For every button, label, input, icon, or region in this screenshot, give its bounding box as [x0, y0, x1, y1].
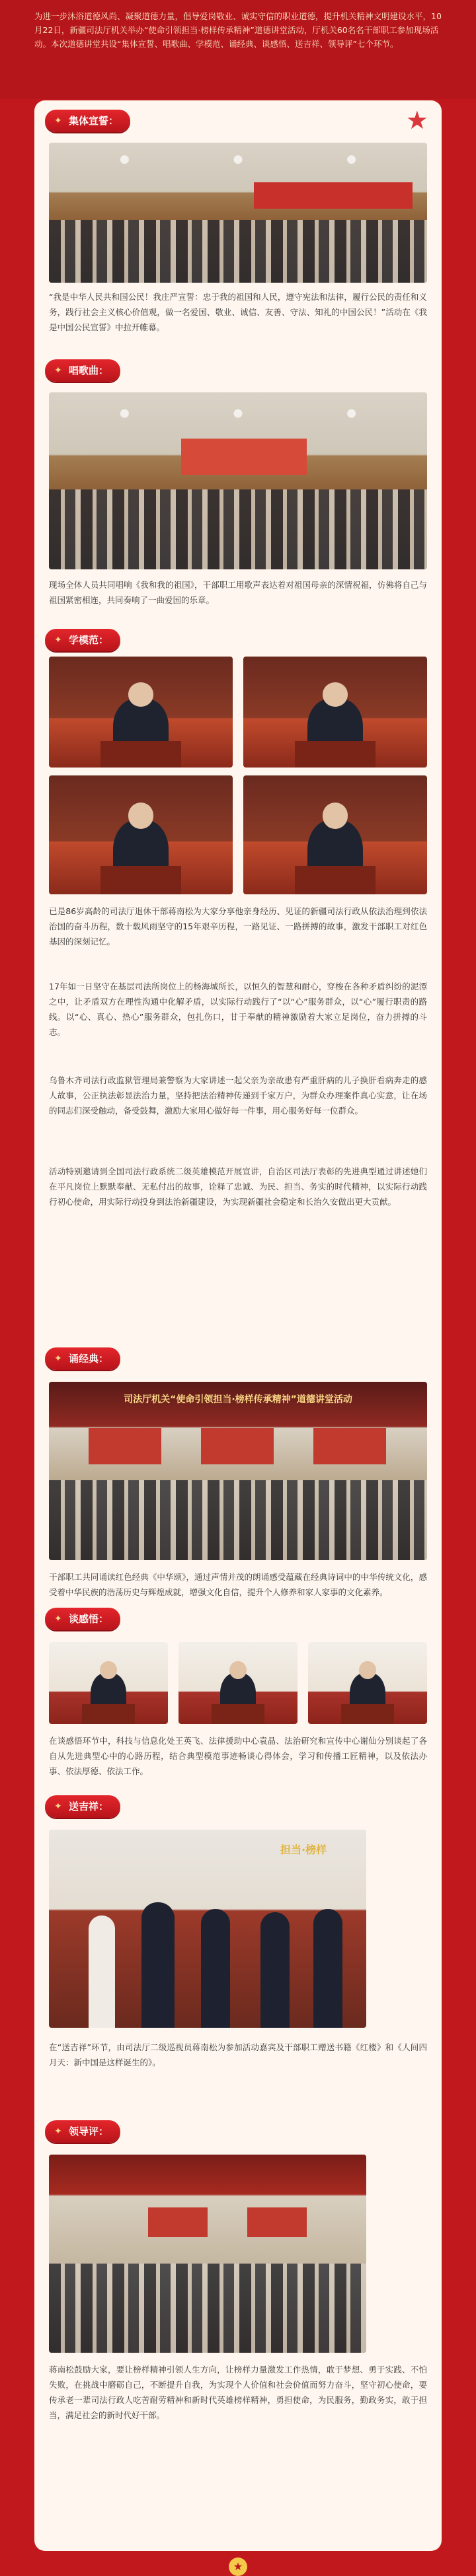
section-leader: [34, 2120, 442, 2517]
photo-model-speaker-1: [49, 657, 233, 768]
emblem-icon: ★: [229, 2558, 247, 2576]
paragraph-sing: 现场全体人员共同唱响《我和我的祖国》，干部职工用歌声表达着对祖国母亲的深情祝福，仿佛将自己与祖国紧密相连，共同奏响了一曲爱国的乐章。: [49, 580, 427, 605]
section-recite: [34, 1347, 442, 1625]
paragraph-model-3: 乌鲁木齐司法行政监狱管理局兼警察为大家讲述一起父亲为亲故患有严重肝病的儿子换肝看病奔走的感人故事，公正执法彰显法治力量，坚持把法治精神传递到千家万户，为群众办理案件真心实意，让在场的同志们深受触动，备受鼓舞，激励大家用心做好每一件事，用心服务好每一位群众。: [49, 1075, 427, 1116]
paragraph-leader: 蒋南松鼓励大家，要让榜样精神引领人生方向，让榜样力量激发工作热情，敢于梦想、勇于实践、不怕失败，在挑战中磨砺自己，不断提升自我，为实现个人价值和社会价值而努力奋斗，坚守初心使命，要传承老一辈司法行政人吃苦耐劳精神和新时代英雄榜样精神，勇担使命，为民服务，勤政务实，敢于担当，满足社会的新时代好干部。: [49, 2365, 427, 2420]
section-tag-reflect: ✦ 谈感悟：: [45, 1608, 120, 1630]
paragraph-model-4: 活动特别邀请到全国司法行政系统二级英雄模范开展宣讲，自治区司法厅表彰的先进典型通过讲述她们在平凡岗位上默默奉献、无私付出的故事，诠释了忠诚、为民、担当、务实的时代精神，以实际行动践行初心使命，用实际行动投身到法治新疆建设，为实现新疆社会稳定和长治久安做出更大贡献。: [49, 1166, 427, 1207]
section-tag-leader: ✦ 领导评：: [45, 2120, 120, 2143]
section-tag-sing: ✦ 唱歌曲：: [45, 359, 120, 382]
section-tag-oath: ✦ 集体宣誓：: [45, 110, 130, 132]
star-icon: ★: [405, 106, 428, 135]
paragraph-reflect: 在谈感悟环节中，科技与信息化处王英飞、法律援助中心袁晶、法治研究和宣传中心谢仙分别谈起了各自从先进典型心中的心路历程，结合典型模范事迹畅谈心得体会，学习和传播工匠精神，以及依法办事、依法厚德、依法工作。: [49, 1736, 427, 1776]
section-model: [34, 629, 442, 1415]
paragraph-gift: 在“送吉祥”环节，由司法厅二级巡视员蒋南松为参加活动嘉宾及干部职工赠送书籍《红楼》和《人间四月天：新中国是这样诞生的》。: [49, 2042, 427, 2067]
section-gift: [34, 1795, 442, 2099]
paragraph-oath: “我是中华人民共和国公民！我庄严宣誓：忠于我的祖国和人民，遵守宪法和法律，履行公民的责任和义务，践行社会主义核心价值观，做一名爱国、敬业、诚信、友善、守法、知礼的中国公民！”活动在《我是中国公民宣誓》中拉开帷幕。: [49, 292, 427, 332]
paragraph-model-2: 17年如一日坚守在基层司法所岗位上的杨海城所长，以恒久的智慧和耐心，穿梭在各种矛盾纠纷的泥潭之中，让矛盾双方在理性沟通中化解矛盾，以实际行动践行了“以“心”服务群众，以“心”履行职责的路线。以“心、真心、热心”服务群众，包扎伤口，甘于奉献的精神激励着大家立足岗位，奋力拼搏的斗志。: [49, 982, 427, 1037]
hall-banner: 司法厅机关“使命引领担当·榜样传承精神”道德讲堂活动: [124, 1394, 352, 1405]
hall-banner-short: 担当·榜样: [280, 1843, 327, 1856]
paragraph-recite: 干部职工共同诵读红色经典《中华颂》，通过声情并茂的朗诵感受蕴藏在经典诗词中的中华传统文化，感受着中华民族的浩荡历史与辉煌成就，增强文化自信，提升个人修养和家人家事的文化素养。: [49, 1572, 427, 1597]
intro-text: 为进一步沐浴道德风尚、凝聚道德力量，倡导爱岗敬业、诚实守信的职业道德，提升机关精神文明建设水平，10月22日，新疆司法厅机关举办“使命引领担当·榜样传承精神”道德讲堂活动，厅机关60名名干部职工参加现场活动。本次道德讲堂共设“集体宣誓、唱歌曲、学模范、诵经典、谈感悟、送吉祥、领导评”七个环节。: [34, 11, 442, 49]
content-card: [34, 100, 442, 2551]
photo-oath: [49, 143, 427, 283]
photo-leader: [49, 2155, 366, 2353]
photo-reflect-speaker-2: [178, 1642, 298, 1724]
photo-model-speaker-2: [243, 657, 427, 768]
photo-model-speaker-4: [243, 775, 427, 894]
section-tag-recite: ✦ 诵经典：: [45, 1347, 120, 1370]
photo-reflect-speaker-1: [49, 1642, 168, 1724]
section-tag-gift: ✦ 送吉祥：: [45, 1795, 120, 1818]
photo-recite: [49, 1382, 427, 1560]
photo-gift: [49, 1830, 366, 2028]
photo-model-speaker-3: [49, 775, 233, 894]
photo-sing: [49, 392, 427, 569]
paragraph-model-1: 已是86岁高龄的司法厅退休干部蒋南松为大家分享他亲身经历、见证的新疆司法行政从依法治理到依法治国的奋斗历程，数十载风雨坚守的15年艰辛历程，一路见证、一路拼搏的故事，激发干部职工对红色基因的深刻记忆。: [49, 906, 427, 947]
photo-reflect-speaker-3: [308, 1642, 427, 1724]
section-tag-model: ✦ 学模范：: [45, 629, 120, 651]
section-sing: [34, 359, 442, 624]
section-oath: [34, 110, 442, 332]
